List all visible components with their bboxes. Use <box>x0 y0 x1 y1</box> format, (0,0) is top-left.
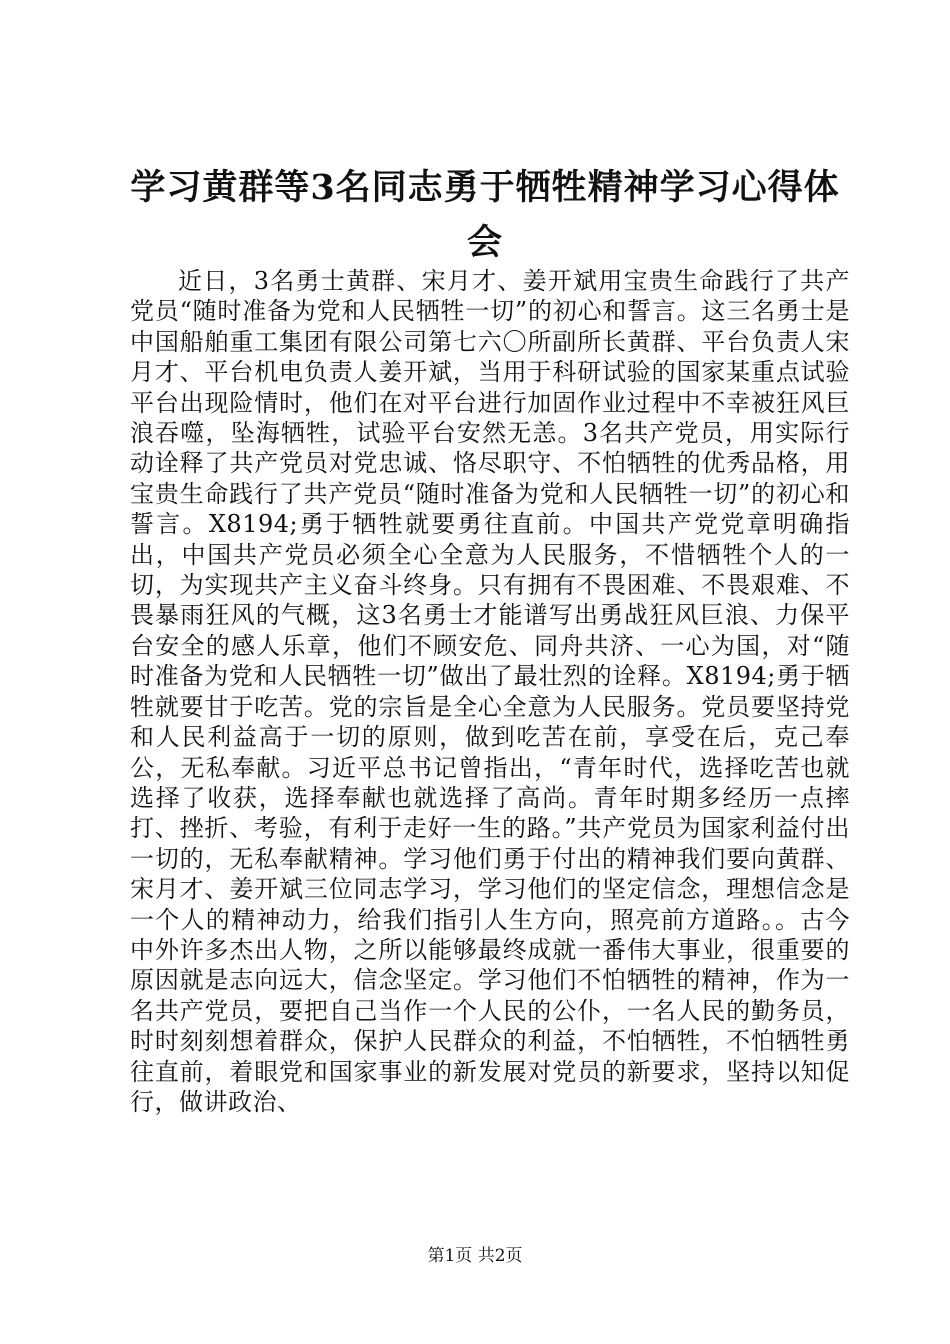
document-title: 学习黄群等3名同志勇于牺牲精神学习心得体会 <box>130 167 840 263</box>
page-number-footer: 第1页 共2页 <box>427 1246 523 1266</box>
document-body-paragraph: 近日，3名勇士黄群、宋月才、姜开斌用宝贵生命践行了共产党员“随时准备为党和人民牺牲一切”的初心和誓言。这三名勇士是中国船舶重工集团有限公司第七六〇所副所长黄群、平台负责人宋月才、平台机电负责人姜开斌，当用于科研试验的国家某重点试验平台出现险情时，他们在对平台进行加固作业过程中不幸被狂风巨浪吞噬，坠海牺牲，试验平台安然无恙。3名共产党员，用实际行动诠释了共产党员对党忠诚、恪尽职守、不怕牺牲的优秀品格，用宝贵生命践行了共产党员“随时准备为党和人民牺牲一切”的初心和誓言。X8194;勇于牺牲就要勇往直前。中国共产党党章明确指出，中国共产党员必须全心全意为人民服务，不惜牺牲个人的一切，为实现共产主义奋斗终身。只有拥有不畏困难、不畏艰难、不畏暴雨狂风的气概，这3名勇士才能谱写出勇战狂风巨浪、力保平台安全的感人乐章，他们不顾安危、同舟共济、一心为国，对“随时准备为党和人民牺牲一切”做出了最壮烈的诠释。X8194;勇于牺牲就要甘于吃苦。党的宗旨是全心全意为人民服务。党员要坚持党和人民利益高于一切的原则，做到吃苦在前，享受在后，克己奉公，无私奉献。习近平总书记曾指出，“青年时代，选择吃苦也就选择了收获，选择奉献也就选择了高尚。青年时期多经历一点摔打、挫折、考验，有利于走好一生的路。”共产党员为国家利益付出一切的，无私奉献精神。学习他们勇于付出的精神我们要向黄群、宋月才、姜开斌三位同志学习，学习他们的坚定信念，理想信念是一个人的精神动力，给我们指引人生方向，照亮前方道路。。古今中外许多杰出人物，之所以能够最终成就一番伟大事业，很重要的原因就是志向远大，信念坚定。学习他们不怕牺牲的精神，作为一名共产党员，要把自己当作一个人民的公仆，一名人民的勤务员，时时刻刻想着群众，保护人民群众的利益，不怕牺牲，不怕牺牲勇往直前，着眼党和国家事业的新发展对党员的新要求，坚持以知促行，做讲政治、 <box>130 267 850 1116</box>
